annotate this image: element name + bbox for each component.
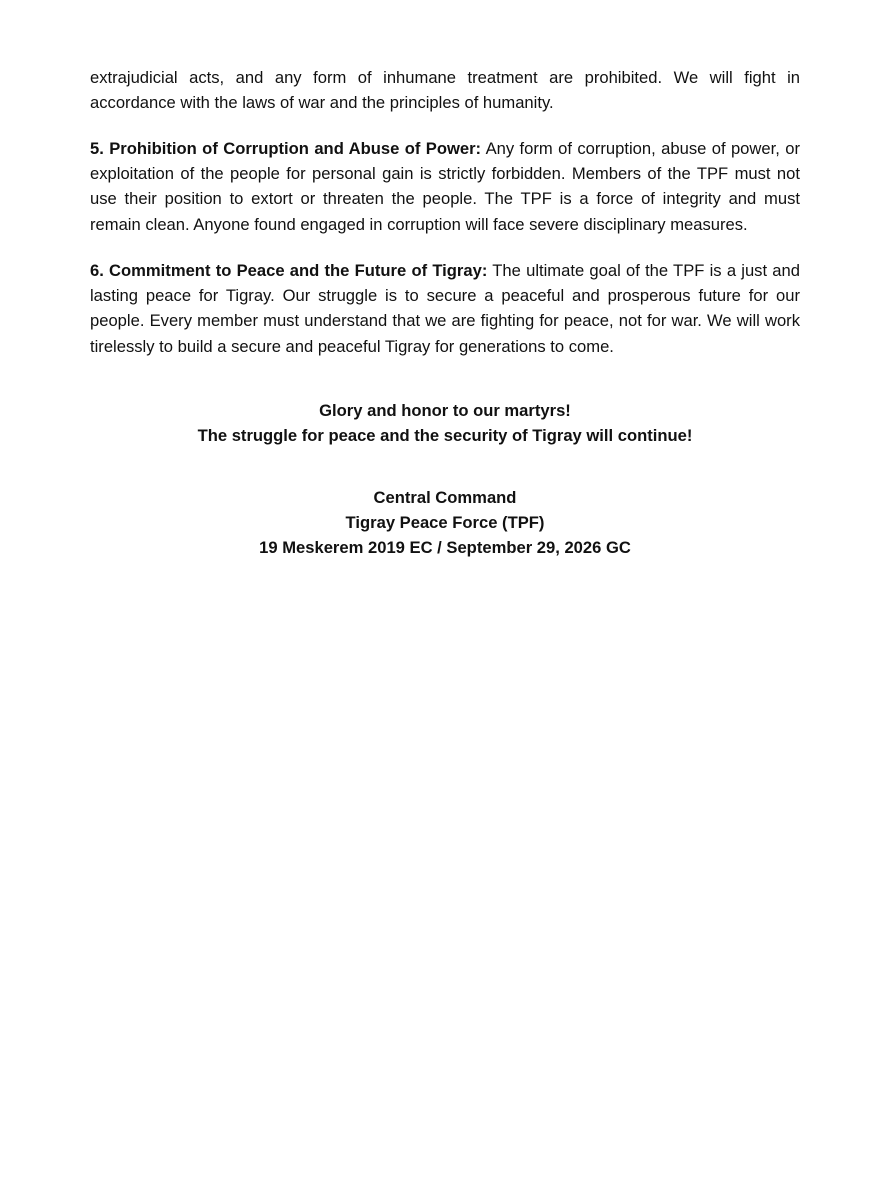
signature-date: 19 Meskerem 2019 EC / September 29, 2026 GC: [259, 538, 631, 557]
slogan-struggle: The struggle for peace and the security of Tigray will continue!: [197, 426, 693, 445]
signature-organization: Tigray Peace Force (TPF): [345, 513, 545, 532]
closing-slogans: [90, 398, 800, 448]
section-5-heading: 5. Prohibition of Corruption and Abuse of Power:: [90, 139, 482, 158]
section-6-body: The ultimate goal of the TPF is a just and lasting peace for Tigray. Our struggle is to secure a peaceful and prosperous future for our people. Every member must understand that we are fighting for peace, not for war. We will work tirelessly to build a secure and peaceful Tigray for generations to come.: [90, 261, 800, 356]
section-5-paragraph: [90, 136, 800, 237]
section-6-heading: 6. Commitment to Peace and the Future of Tigray:: [90, 261, 488, 280]
signature-block: [90, 485, 800, 560]
continuation-paragraph: extrajudicial acts, and any form of inhumane treatment are prohibited. We will fight in accordance with the laws of war and the principles of humanity.: [90, 68, 800, 113]
slogan-martyrs: Glory and honor to our martyrs!: [319, 401, 571, 420]
section-6-paragraph: [90, 258, 800, 359]
section-5-body: Any form of corruption, abuse of power, or exploitation of the people for personal gain is strictly forbidden. Members of the TPF must not use their position to extort or threaten the people. The TPF is a force of integrity and must remain clean. Anyone found engaged in corruption will face severe disciplinary measures.: [90, 139, 800, 234]
signature-issuer: Central Command: [373, 488, 517, 507]
